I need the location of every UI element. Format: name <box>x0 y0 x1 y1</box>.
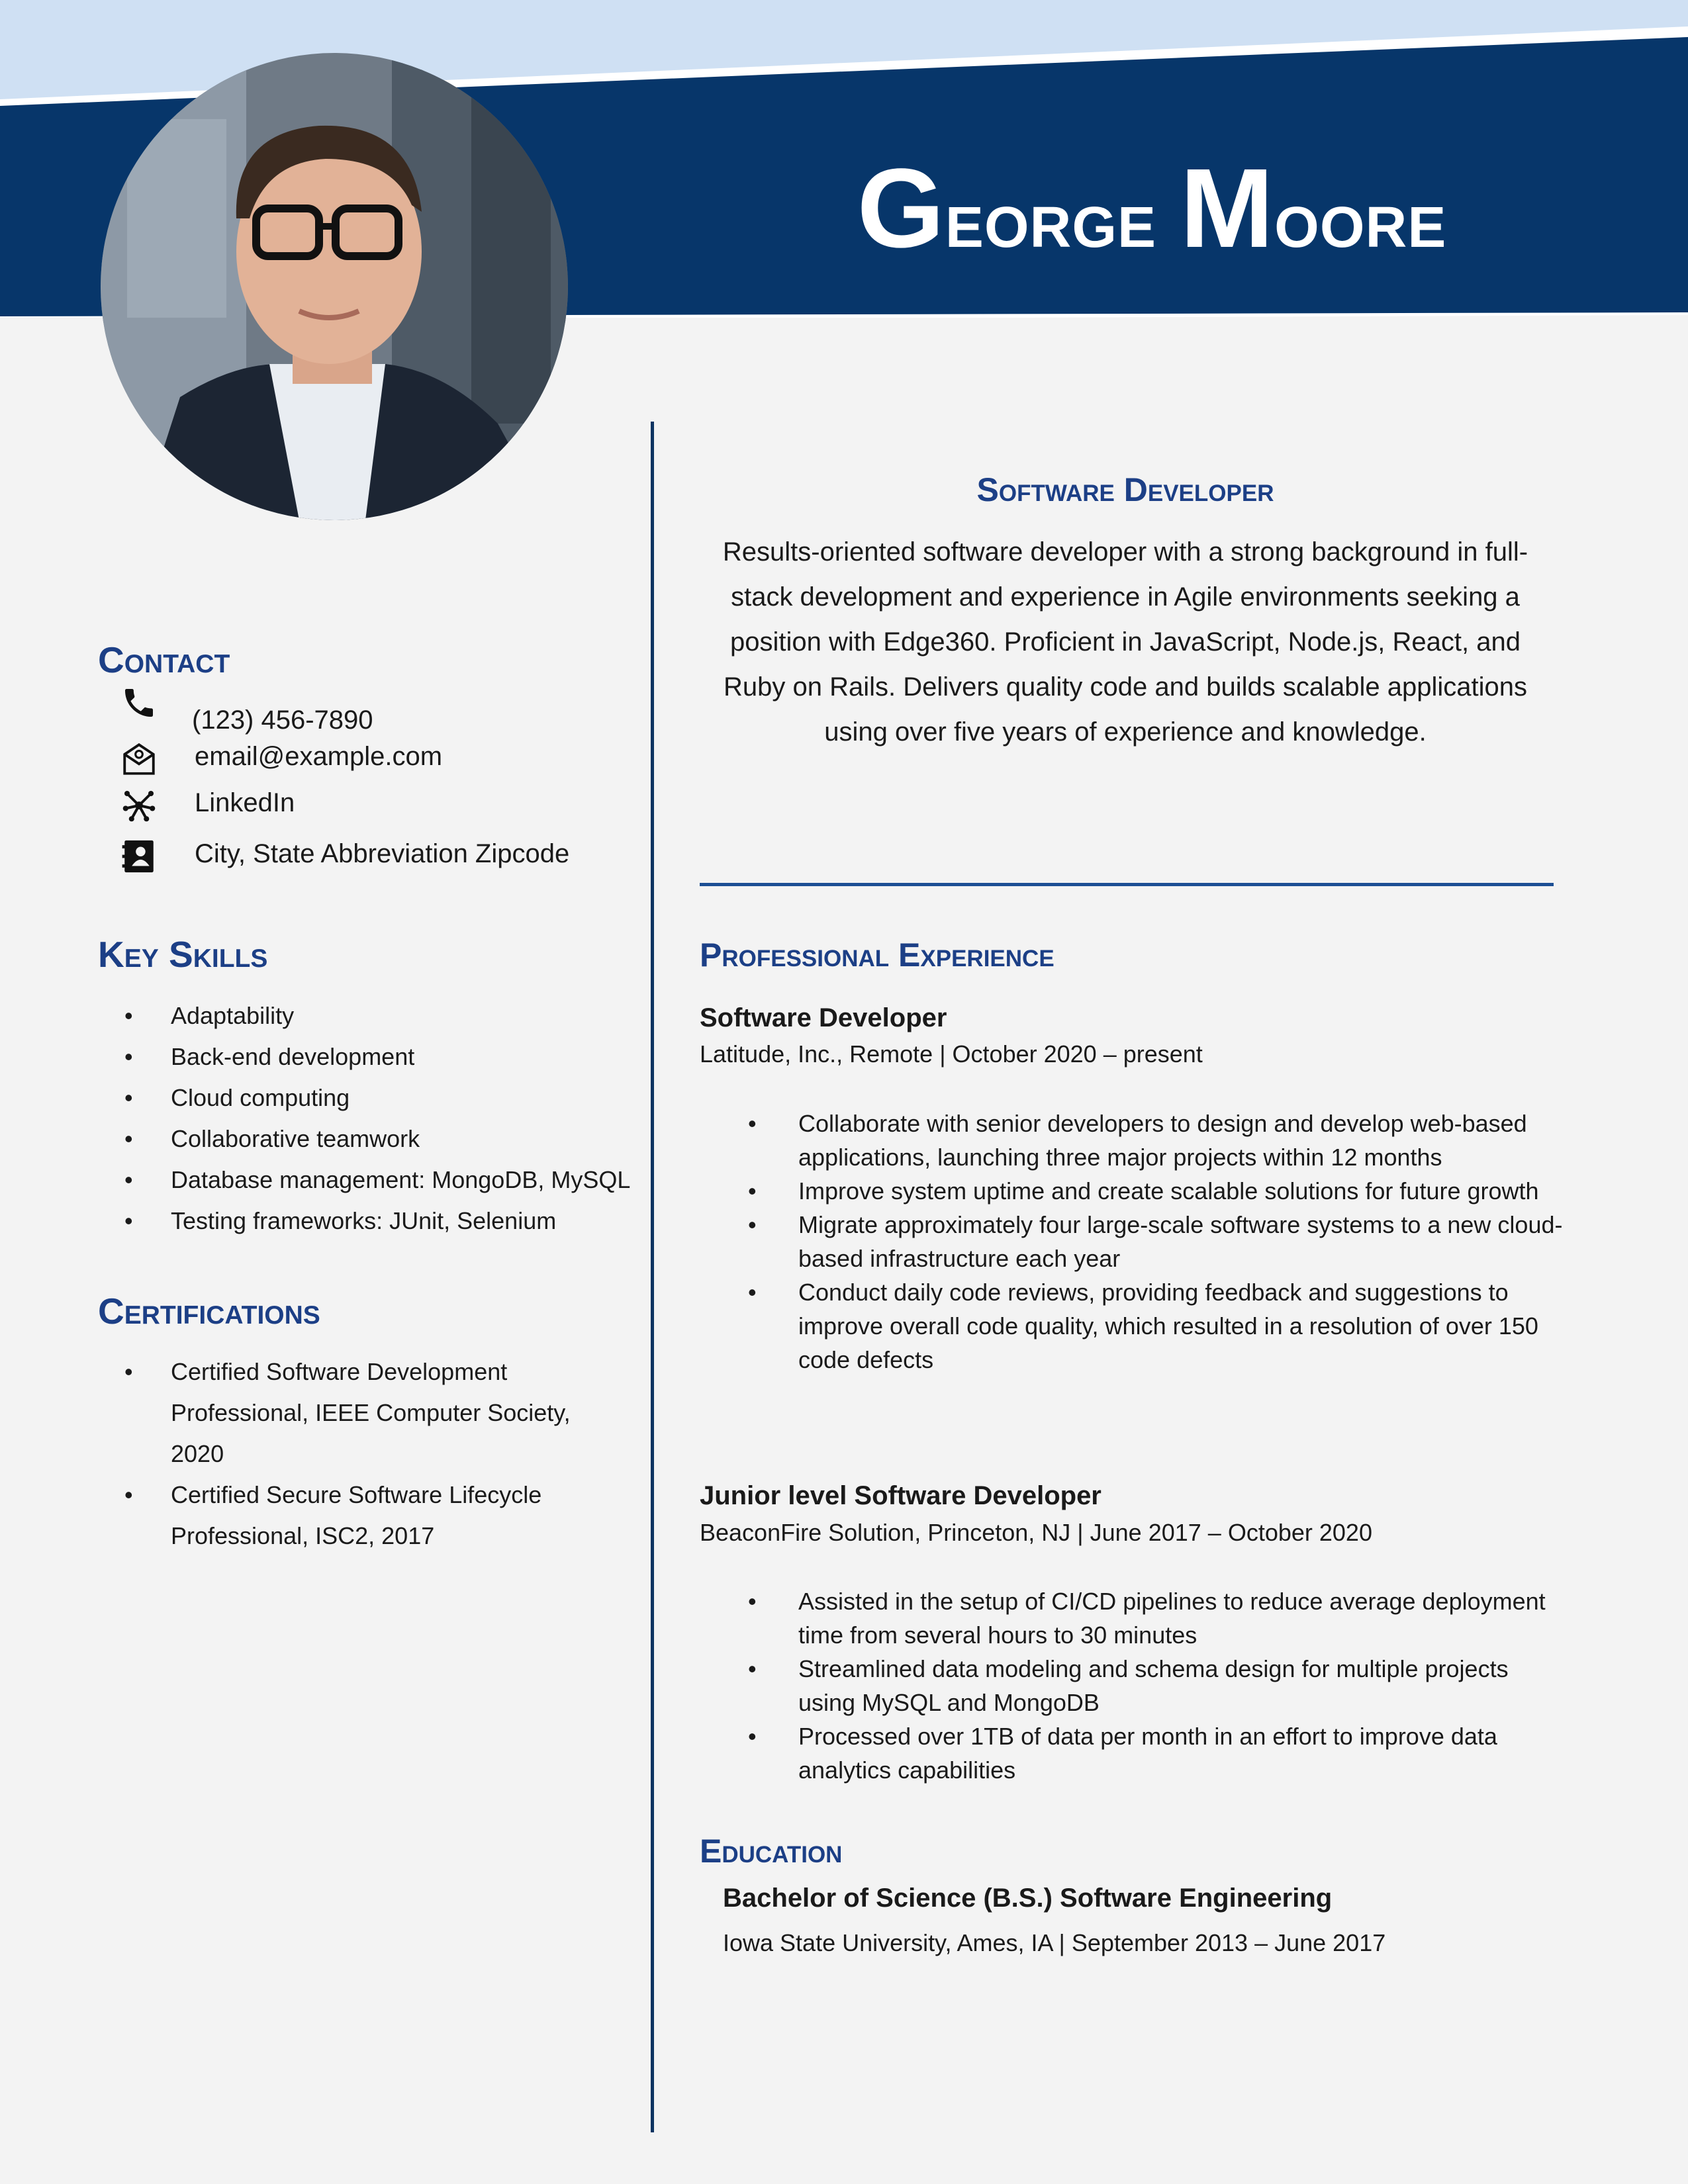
contact-heading: Contact <box>98 639 230 680</box>
list-item: • Cloud computing <box>119 1077 662 1118</box>
address-book-icon <box>119 837 159 876</box>
list-item: • Conduct daily code reviews, providing feedback and suggestions to improve overall code quality, which resulted in a resolution of over 150 code defects <box>745 1275 1566 1377</box>
candidate-name: George Moore <box>857 146 1447 271</box>
list-item: • Collaborate with senior developers to design and develop web-based applications, launching three major projects within 12 months <box>745 1107 1566 1174</box>
profile-title: Software Developer <box>976 471 1274 508</box>
profile-photo <box>101 53 568 520</box>
list-item: • Adaptability <box>119 995 662 1036</box>
list-item: • Streamlined data modeling and schema design for multiple projects using MySQL and MongoDB <box>745 1652 1566 1719</box>
column-divider <box>651 422 654 2132</box>
skills-list <box>119 995 662 1242</box>
list-item: • Collaborative teamwork <box>119 1118 662 1160</box>
job-meta: BeaconFire Solution, Princeton, NJ | June 2017 – October 2020 <box>700 1519 1372 1546</box>
skills-heading: Key Skills <box>98 934 268 975</box>
network-icon <box>119 786 159 825</box>
contact-linkedin <box>119 784 295 827</box>
job-meta: Latitude, Inc., Remote | October 2020 – present <box>700 1040 1203 1068</box>
list-item: • Processed over 1TB of data per month in an effort to improve data analytics capabilities <box>745 1719 1566 1787</box>
contact-phone <box>119 682 373 735</box>
certifications-list <box>119 1351 596 1557</box>
contact-email-text[interactable]: email@example.com <box>195 742 443 771</box>
education-meta: Iowa State University, Ames, IA | September 2013 – June 2017 <box>723 1929 1386 1956</box>
contact-address <box>119 835 570 878</box>
list-item: • Assisted in the setup of CI/CD pipelines to reduce average deployment time from several hours to 30 minutes <box>745 1584 1566 1652</box>
certifications-heading: Certifications <box>98 1291 320 1332</box>
summary-paragraph: Results-oriented software developer with a strong background in full-stack development and experience in Agile environments seeking a position with Edge360. Proficient in JavaScript, Node.js, React, and Ruby on Rails. Delivers quality code and builds scalable applications using over five years of experience and knowledge. <box>722 537 1528 747</box>
contact-linkedin-text[interactable]: LinkedIn <box>195 788 295 817</box>
list-item: • Back-end development <box>119 1036 662 1077</box>
job-title: Software Developer <box>700 1003 947 1032</box>
phone-icon <box>119 683 159 723</box>
list-item: • Migrate approximately four large-scale software systems to a new cloud-based infrastructure each year <box>745 1208 1566 1275</box>
list-item: • Database management: MongoDB, MySQL <box>119 1160 662 1201</box>
list-item: • Improve system uptime and create scalable solutions for future growth <box>745 1174 1566 1208</box>
degree-title: Bachelor of Science (B.S.) Software Engineering <box>723 1884 1333 1913</box>
contact-address-text: City, State Abbreviation Zipcode <box>195 839 570 868</box>
job-bullets <box>745 1107 1566 1377</box>
contact-email <box>119 738 443 780</box>
contact-phone-text[interactable]: (123) 456-7890 <box>192 705 373 735</box>
list-item: • Certified Secure Software Lifecycle Professional, ISC2, 2017 <box>119 1475 596 1557</box>
job-bullets <box>745 1584 1566 1787</box>
list-item: • Testing frameworks: JUnit, Selenium <box>119 1201 662 1242</box>
section-rule <box>700 883 1554 886</box>
education-heading: Education <box>700 1833 843 1870</box>
experience-heading: Professional Experience <box>700 936 1055 974</box>
job-title: Junior level Software Developer <box>700 1481 1102 1510</box>
email-icon <box>119 739 159 779</box>
list-item: • Certified Software Development Professional, IEEE Computer Society, 2020 <box>119 1351 596 1475</box>
